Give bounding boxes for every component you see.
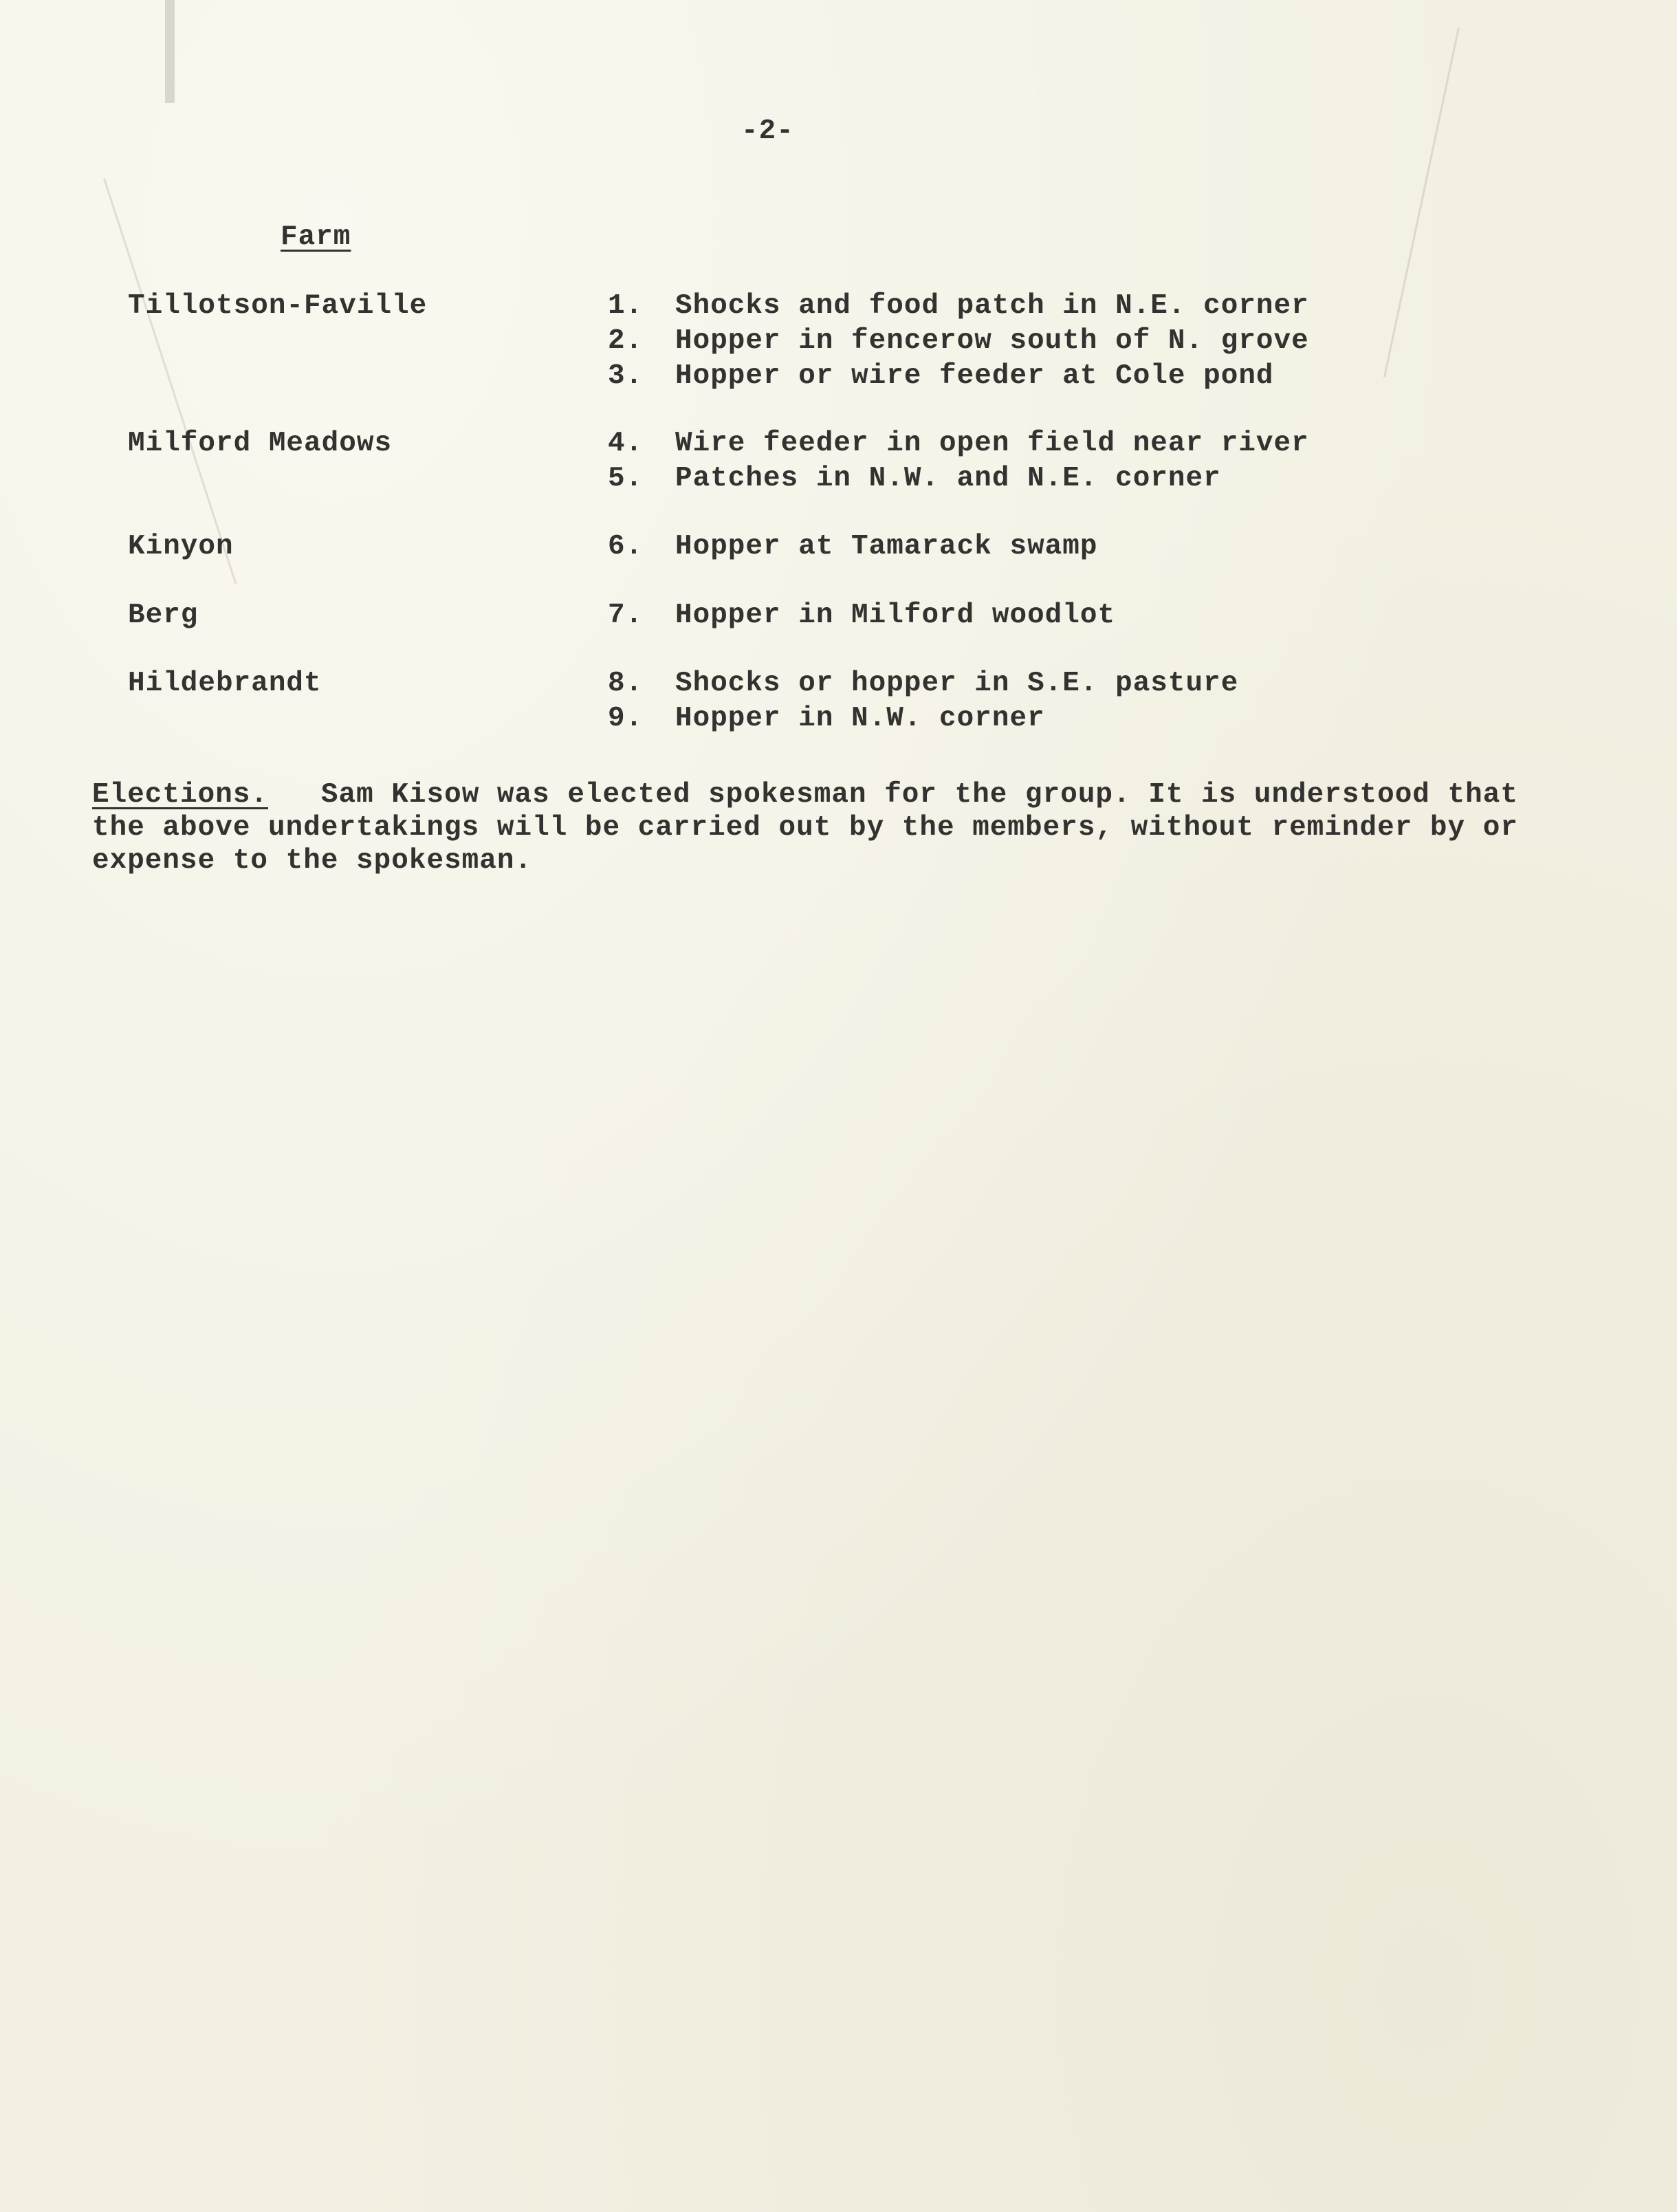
task-description: Hopper in fencerow south of N. grove <box>675 325 1309 357</box>
task-description: Hopper or wire feeder at Cole pond <box>675 360 1274 392</box>
paper-fold-top-left <box>165 0 175 103</box>
task-description: Hopper in Milford woodlot <box>675 600 1116 631</box>
task-number: 2. <box>608 325 644 357</box>
paper-crease-left <box>103 178 237 584</box>
task-description: Patches in N.W. and N.E. corner <box>675 463 1221 494</box>
task-description: Shocks and food patch in N.E. corner <box>675 290 1309 322</box>
task-number: 9. <box>608 703 644 734</box>
task-number: 1. <box>608 290 644 322</box>
farm-name: Kinyon <box>128 531 234 562</box>
task-number: 3. <box>608 360 644 392</box>
task-description: Wire feeder in open field near river <box>675 428 1309 459</box>
task-number: 5. <box>608 463 644 494</box>
task-description: Hopper at Tamarack swamp <box>675 531 1098 562</box>
farm-column-heading: Farm <box>281 221 351 253</box>
farm-name: Tillotson-Faville <box>128 290 428 322</box>
elections-label: Elections. <box>92 779 269 811</box>
farm-name: Milford Meadows <box>128 428 393 459</box>
elections-text: Sam Kisow was elected spokesman for the group. It is understood that the above undertakings will be carried out by the members, without reminder by or expense to the spokesman. <box>92 779 1518 877</box>
task-description: Hopper in N.W. corner <box>675 703 1045 734</box>
page-number: -2- <box>741 116 794 147</box>
paper-crease-right <box>1383 28 1460 377</box>
farm-name: Hildebrandt <box>128 668 322 699</box>
task-number: 4. <box>608 428 644 459</box>
farm-name: Berg <box>128 600 199 631</box>
task-number: 6. <box>608 531 644 562</box>
elections-paragraph <box>92 778 1564 877</box>
task-number: 8. <box>608 668 644 699</box>
task-description: Shocks or hopper in S.E. pasture <box>675 668 1239 699</box>
task-number: 7. <box>608 600 644 631</box>
